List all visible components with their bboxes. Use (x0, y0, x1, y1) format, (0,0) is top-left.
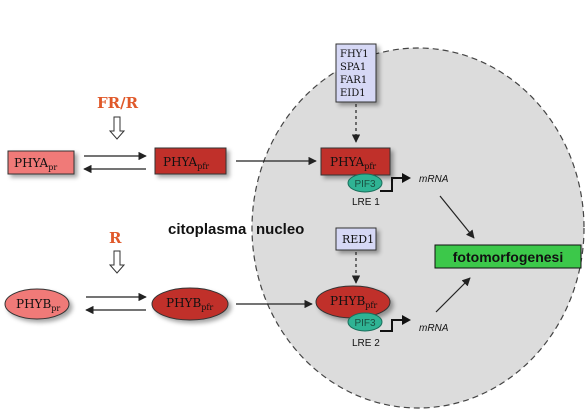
fr-r-hollow-arrow (110, 117, 124, 139)
pif3-label-2: PIF3 (354, 318, 376, 329)
mrna-label-2: mRNA (419, 323, 449, 334)
r-stimulus-label: R (109, 229, 122, 247)
phyb-pfr-label-nucleus: $PHYB_{pfr}$ (330, 294, 378, 310)
regulator-spa1: SPA1 (340, 62, 367, 73)
r-hollow-arrow (110, 251, 124, 273)
phya-pfr-label-nucleus: $PHYA_{pfr}$ (330, 155, 377, 171)
cytoplasm-label: citoplasma (168, 221, 247, 238)
phya-pfr-label-cytoplasm: $PHYA_{pfr}$ (163, 155, 210, 171)
lre1-label: LRE 1 (352, 197, 380, 208)
regulator-eid1: EID1 (340, 88, 366, 99)
phyb-pr-label: $PHYB_{pr}$ (16, 297, 61, 313)
regulator-fhy1: FHY1 (340, 49, 369, 60)
fotomorfogenesi-label: fotomorfogenesi (452, 249, 564, 265)
fr-r-stimulus-label: FR/R (97, 94, 139, 112)
pif3-label-1: PIF3 (354, 179, 376, 190)
red1-label: RED1 (342, 233, 375, 246)
phya-pr-label: $PHYA_{pr}$ (14, 156, 58, 172)
nucleus-label: nucleo (256, 221, 305, 238)
phyb-pfr-label-cytoplasm: $PHYB_{pfr}$ (166, 296, 214, 312)
mrna-label-1: mRNA (419, 174, 449, 185)
regulator-far1: FAR1 (340, 75, 368, 86)
lre2-label: LRE 2 (352, 338, 380, 349)
